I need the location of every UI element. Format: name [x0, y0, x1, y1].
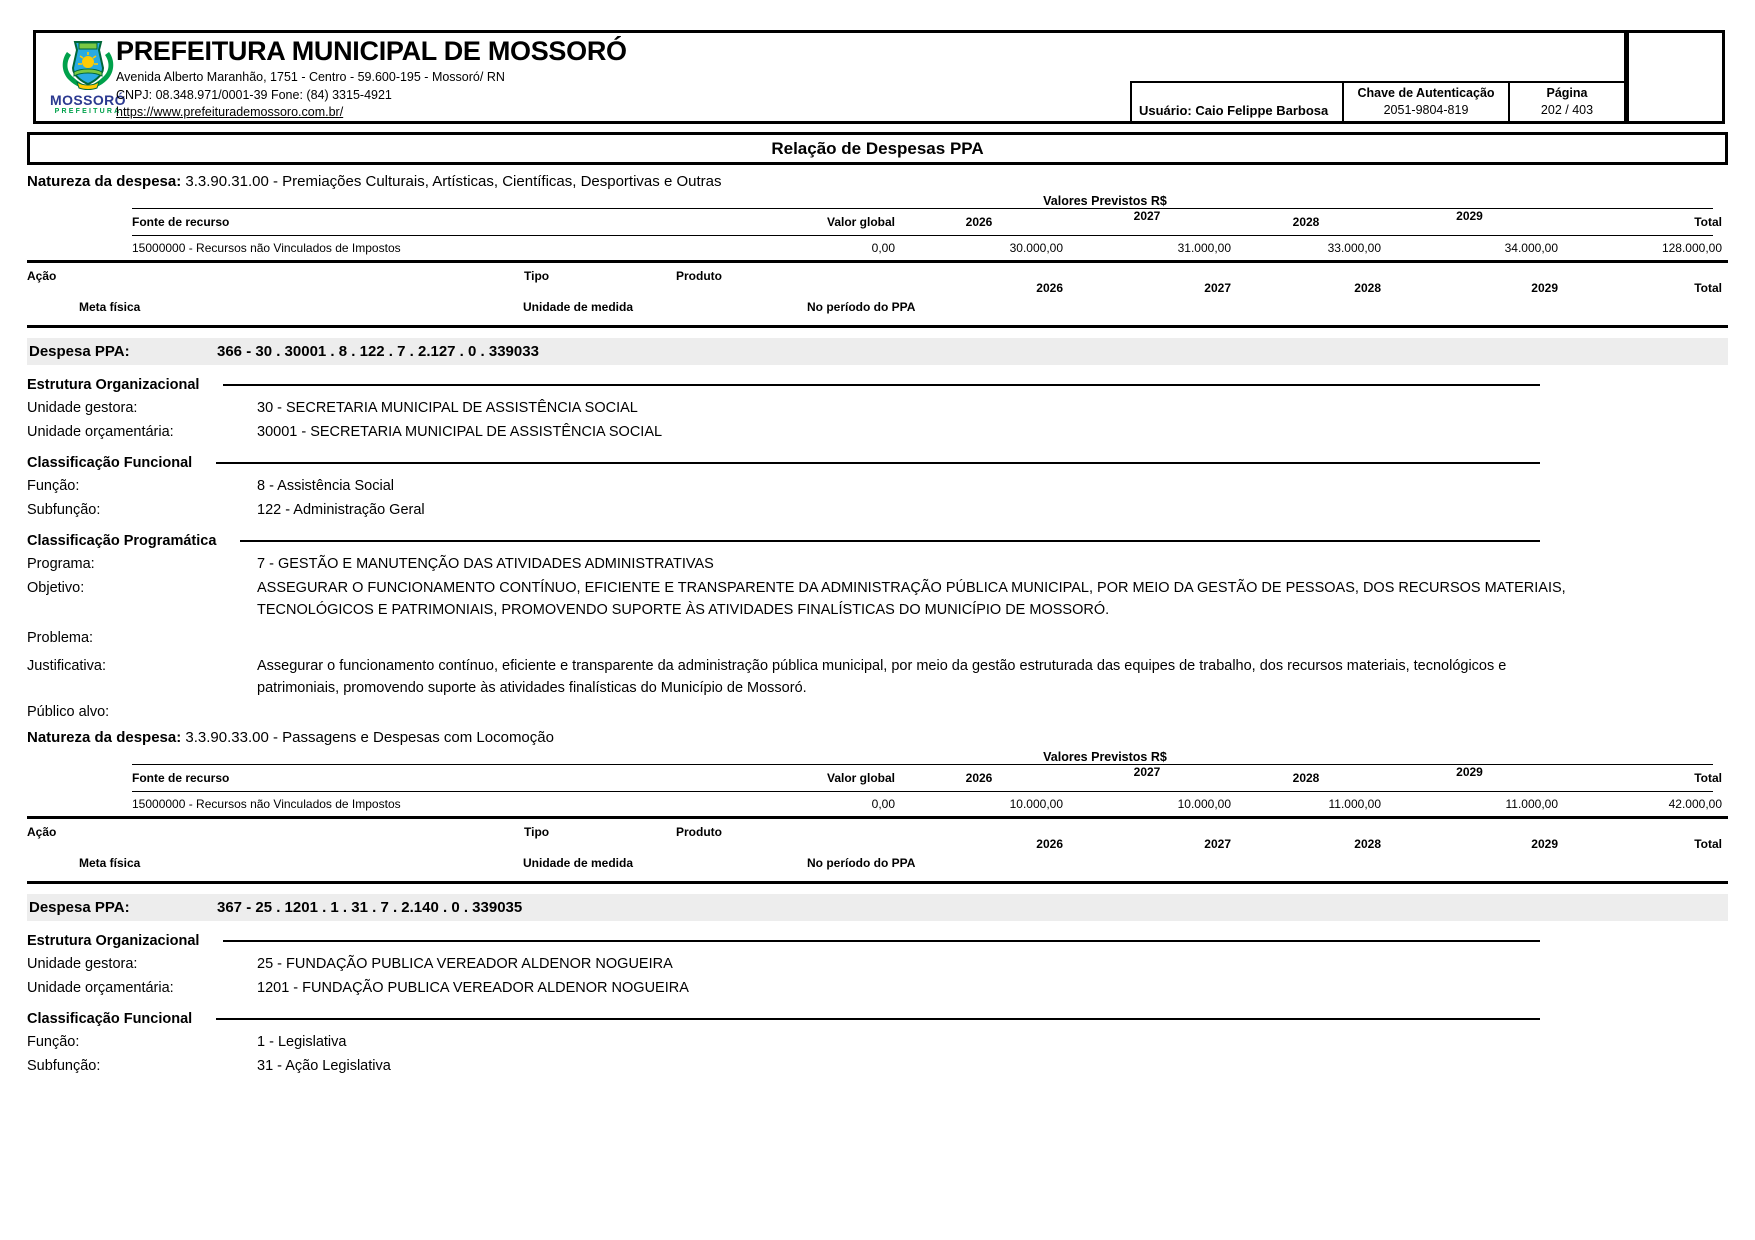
- field-row: [27, 977, 1728, 999]
- fonte-recurso: 15000000 - Recursos não Vinculados de Impostos: [132, 797, 401, 811]
- field-row: [27, 499, 1728, 521]
- valor-2028: 33.000,00: [1327, 241, 1381, 255]
- subfuncao-value: 122 - Administração Geral: [257, 502, 425, 518]
- natureza-label: Natureza da despesa:: [27, 173, 182, 190]
- user-cell: Usuário: Caio Felippe Barbosa: [1130, 81, 1342, 121]
- stamp-box: [1626, 30, 1725, 124]
- field-label: Função:: [27, 478, 80, 494]
- acao-header-band: [27, 819, 1728, 881]
- col-2027-header: 2027: [1133, 765, 1161, 779]
- fonte-header-row: [27, 209, 1728, 235]
- field-row: [27, 701, 1728, 723]
- valor-2028: 11.000,00: [1328, 797, 1381, 811]
- field-row: [27, 1055, 1728, 1077]
- band-2029: 2029: [1531, 281, 1558, 295]
- section-rule: [216, 462, 1540, 464]
- field-label: Programa:: [27, 556, 95, 572]
- section-estrutura: [27, 375, 1540, 395]
- auth-key-label: Chave de Autenticação: [1357, 86, 1495, 100]
- band-2026: 2026: [1036, 281, 1063, 295]
- produto-label: Produto: [676, 825, 722, 839]
- mossoro-crest-icon: [59, 38, 117, 92]
- header: [33, 30, 1627, 124]
- band-2027: 2027: [1204, 837, 1231, 851]
- org-address: Avenida Alberto Maranhão, 1751 - Centro - 59.600-195 - Mossoró/ RN: [116, 70, 505, 84]
- col-valor-global-header: Valor global: [826, 771, 895, 785]
- col-2027-header: 2027: [1133, 209, 1161, 223]
- field-label: Objetivo:: [27, 580, 85, 596]
- band-2026: 2026: [1036, 837, 1063, 851]
- despesa-ppa-code: 366 - 30 . 30001 . 8 . 122 . 7 . 2.127 . 0 . 339033: [217, 343, 539, 360]
- unidade-orcamentaria-value: 30001 - SECRETARIA MUNICIPAL DE ASSISTÊNCIA SOCIAL: [257, 424, 663, 440]
- section-class-programatica: [27, 531, 1540, 551]
- col-2028-header: 2028: [1292, 771, 1320, 785]
- band-2028: 2028: [1354, 837, 1381, 851]
- subfuncao-value: 31 - Ação Legislativa: [257, 1058, 391, 1074]
- col-total-header: Total: [1694, 771, 1722, 785]
- col-2028-header: 2028: [1292, 215, 1320, 229]
- natureza-value: 3.3.90.31.00 - Premiações Culturais, Artísticas, Científicas, Desportivas e Outras: [185, 173, 722, 190]
- section-title: Classificação Funcional: [27, 1011, 193, 1027]
- section-class-funcional: [27, 453, 1540, 473]
- meta-fisica-label: Meta física: [79, 856, 141, 870]
- unidade-gestora-value: 30 - SECRETARIA MUNICIPAL DE ASSISTÊNCIA SOCIAL: [257, 400, 638, 416]
- despesa-ppa-band: [27, 338, 1728, 365]
- natureza-despesa-line: [27, 729, 1728, 746]
- section-rule: [223, 940, 1540, 942]
- section-class-funcional: [27, 1009, 1540, 1029]
- objetivo-value: ASSEGURAR O FUNCIONAMENTO CONTÍNUO, EFICIENTE E TRANSPARENTE DA ADMINISTRAÇÃO PÚBLICA MUNICIPAL, POR MEIO DA GESTÃO DE PESSOAS, DOS RECURSOS MATERIAIS, TECNOLÓGICOS E PATRIMONIAIS, PROMOVENDO SUPORTE ÀS ATIVIDADES FINALÍSTICAS DO MUNICÍPIO DE MOSSORÓ.: [257, 580, 1566, 618]
- field-row: [27, 475, 1728, 497]
- page-number: 202 / 403: [1540, 103, 1594, 117]
- valor-2029: 34.000,00: [1504, 241, 1558, 255]
- despesa-ppa-label: Despesa PPA:: [29, 343, 130, 360]
- fonte-header-row: [27, 765, 1728, 791]
- field-row: [27, 1031, 1728, 1053]
- field-label: Unidade gestora:: [27, 400, 138, 416]
- valor-global: 0,00: [871, 797, 895, 811]
- field-row: [27, 421, 1728, 443]
- band-2028: 2028: [1354, 281, 1381, 295]
- unidade-medida-label: Unidade de medida: [523, 300, 634, 314]
- website-link[interactable]: https://www.prefeiturademossoro.com.br/: [116, 105, 344, 119]
- field-label: Função:: [27, 1034, 80, 1050]
- periodo-ppa-label: No período do PPA: [807, 300, 916, 314]
- section-rule: [240, 540, 1540, 542]
- natureza-despesa-line: [27, 173, 1728, 190]
- unidade-orcamentaria-value: 1201 - FUNDAÇÃO PUBLICA VEREADOR ALDENOR NOGUEIRA: [257, 980, 689, 996]
- col-2029-header: 2029: [1456, 765, 1483, 779]
- auth-key-value: 2051-9804-819: [1383, 103, 1469, 117]
- justificativa-value: Assegurar o funcionamento contínuo, eficiente e transparente da administração pública municipal, por meio da gestão estruturada das equipes de trabalho, dos recursos materiais, tecnológicos e patrimoniais, promovendo suporte às atividades finalísticas do Município de Mossoró.: [257, 658, 1507, 696]
- band-total: Total: [1694, 837, 1722, 851]
- section-rule: [216, 1018, 1540, 1020]
- field-row: [27, 577, 1728, 621]
- produto-label: Produto: [676, 269, 722, 283]
- valores-previstos-caption: Valores Previstos R$: [1043, 750, 1167, 764]
- band-2029: 2029: [1531, 837, 1558, 851]
- session-info-table: [1130, 81, 1624, 121]
- thick-rule: [27, 325, 1728, 328]
- valor-total: 128.000,00: [1661, 241, 1722, 255]
- section-title: Classificação Programática: [27, 533, 217, 549]
- col-valor-global-header: Valor global: [826, 215, 895, 229]
- field-label: Unidade orçamentária:: [27, 424, 174, 440]
- col-fonte-header: Fonte de recurso: [132, 215, 230, 229]
- valor-global: 0,00: [871, 241, 895, 255]
- periodo-ppa-label: No período do PPA: [807, 856, 916, 870]
- valor-2027: 10.000,00: [1177, 797, 1231, 811]
- band-years-row: [27, 837, 1728, 851]
- logo-wordmark: MOSSORÓ: [50, 92, 126, 108]
- funcao-value: 8 - Assistência Social: [257, 478, 395, 494]
- field-row: [27, 627, 1728, 649]
- fonte-data-row: [27, 792, 1728, 816]
- tipo-label: Tipo: [524, 269, 550, 283]
- field-row: [27, 553, 1728, 575]
- natureza-value: 3.3.90.33.00 - Passagens e Despesas com Locomoção: [185, 729, 554, 746]
- field-label: Subfunção:: [27, 502, 101, 518]
- unidade-gestora-value: 25 - FUNDAÇÃO PUBLICA VEREADOR ALDENOR NOGUEIRA: [257, 956, 673, 972]
- field-row: [27, 397, 1728, 419]
- field-row: [27, 655, 1728, 699]
- tipo-label: Tipo: [524, 825, 550, 839]
- field-label: Justificativa:: [27, 658, 106, 674]
- valores-previstos-caption: Valores Previstos R$: [1043, 194, 1167, 208]
- col-total-header: Total: [1694, 215, 1722, 229]
- natureza-label: Natureza da despesa:: [27, 729, 182, 746]
- despesa-ppa-code: 367 - 25 . 1201 . 1 . 31 . 7 . 2.140 . 0 . 339035: [217, 899, 523, 916]
- field-row: [27, 953, 1728, 975]
- org-name: PREFEITURA MUNICIPAL DE MOSSORÓ: [116, 36, 627, 66]
- col-2026-header: 2026: [965, 215, 993, 229]
- acao-header-band: [27, 263, 1728, 325]
- report-title-bar: [27, 132, 1728, 165]
- col-2026-header: 2026: [965, 771, 993, 785]
- fonte-recurso: 15000000 - Recursos não Vinculados de Impostos: [132, 241, 401, 255]
- valor-2026: 10.000,00: [1009, 797, 1063, 811]
- report-title: Relação de Despesas PPA: [771, 138, 984, 158]
- thick-rule: [27, 881, 1728, 884]
- despesa-ppa-label: Despesa PPA:: [29, 899, 130, 916]
- valor-2029: 11.000,00: [1505, 797, 1558, 811]
- logo-subtitle: PREFEITURA: [54, 108, 122, 115]
- field-label: Problema:: [27, 630, 94, 646]
- band-2027: 2027: [1204, 281, 1231, 295]
- field-label: Público alvo:: [27, 704, 110, 720]
- funcao-value: 1 - Legislativa: [257, 1034, 347, 1050]
- section-rule: [223, 384, 1540, 386]
- org-cnpj-phone: CNPJ: 08.348.971/0001-39 Fone: (84) 3315-4921: [116, 88, 392, 102]
- page-label: Página: [1546, 86, 1588, 100]
- acao-label: Ação: [27, 825, 57, 839]
- despesa-ppa-band: [27, 894, 1728, 921]
- valor-total: 42.000,00: [1668, 797, 1722, 811]
- fonte-data-row: [27, 236, 1728, 260]
- unidade-medida-label: Unidade de medida: [523, 856, 634, 870]
- org-block: [116, 36, 627, 121]
- programa-value: 7 - GESTÃO E MANUTENÇÃO DAS ATIVIDADES ADMINISTRATIVAS: [257, 556, 714, 572]
- report-content: [27, 165, 1728, 1077]
- section-estrutura: [27, 931, 1540, 951]
- col-2029-header: 2029: [1456, 209, 1483, 223]
- acao-label: Ação: [27, 269, 57, 283]
- valor-2026: 30.000,00: [1009, 241, 1063, 255]
- section-title: Estrutura Organizacional: [27, 377, 200, 393]
- auth-key-cell: [1342, 81, 1508, 121]
- section-title: Estrutura Organizacional: [27, 933, 200, 949]
- band-years-row: [27, 281, 1728, 295]
- field-label: Subfunção:: [27, 1058, 101, 1074]
- valor-2027: 31.000,00: [1177, 241, 1231, 255]
- field-label: Unidade gestora:: [27, 956, 138, 972]
- section-title: Classificação Funcional: [27, 455, 193, 471]
- band-total: Total: [1694, 281, 1722, 295]
- col-fonte-header: Fonte de recurso: [132, 771, 230, 785]
- page-cell: [1508, 81, 1624, 121]
- meta-fisica-label: Meta física: [79, 300, 141, 314]
- field-label: Unidade orçamentária:: [27, 980, 174, 996]
